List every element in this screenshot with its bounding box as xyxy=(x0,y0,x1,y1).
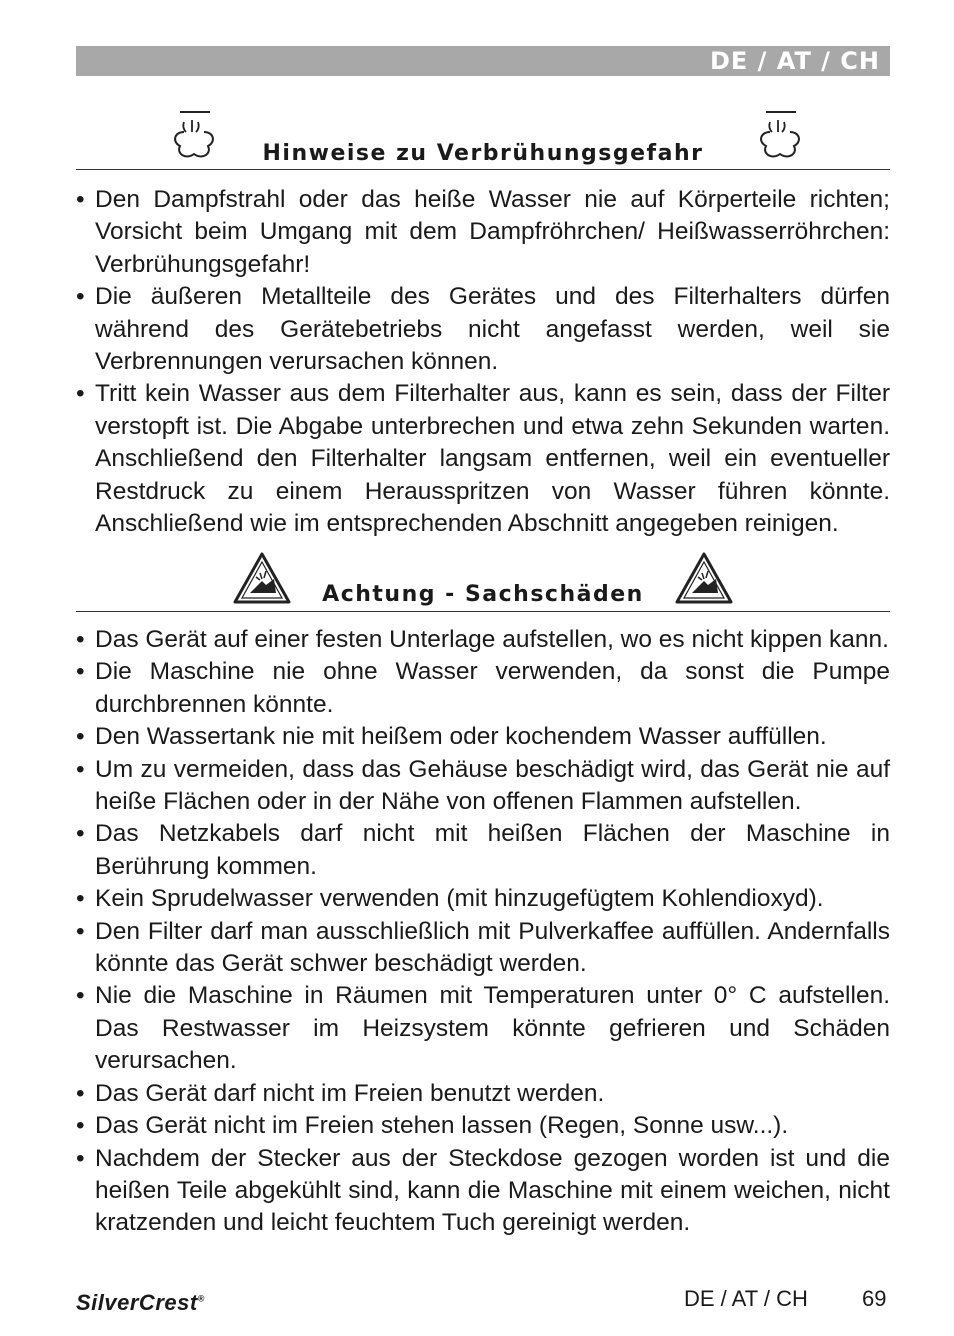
section-divider xyxy=(76,169,890,170)
brand-logo xyxy=(76,1290,205,1316)
registered-mark: ® xyxy=(197,1293,205,1304)
list-item: • Um zu vermeiden, dass das Gehäuse beschädigt wird, das Gerät nie auf heiße Flächen oder in der Nähe von offenen Flammen aufstellen. xyxy=(76,754,890,819)
section-title-property-damage: Achtung - Sachschäden xyxy=(322,582,644,607)
list-item: • Das Gerät darf nicht im Freien benutzt werden. xyxy=(76,1078,890,1110)
list-item: • Den Filter darf man ausschließlich mit Pulverkaffee auffüllen. Andernfalls könnte das Gerät schwer beschädigt werden. xyxy=(76,916,890,981)
list-item: • Die Maschine nie ohne Wasser verwenden, da sonst die Pumpe durchbrennen könnte. xyxy=(76,656,890,721)
list-item: • Tritt kein Wasser aus dem Filterhalter aus, kann es sein, dass der Filter verstopft ist. Die Abgabe unterbrechen und etwa zehn Sekunden warten. Anschließend den Filterhalter langsam entfernen, weil ein eventueller Restdruck zu einem Herausspritzen von Wasser führen könnte. Anschließend wie im entsprechenden Abschnitt angegeben reinigen. xyxy=(76,378,890,540)
header-bar xyxy=(76,46,890,76)
section-divider xyxy=(76,611,890,612)
list-item: • Das Gerät auf einer festen Unterlage aufstellen, wo es nicht kippen kann. xyxy=(76,624,890,656)
scald-hazard-list xyxy=(76,184,890,540)
warning-triangle-icon xyxy=(674,551,734,605)
list-item: • Kein Sprudelwasser verwenden (mit hinzugefügtem Kohlendioxyd). xyxy=(76,883,890,915)
list-item: • Den Wassertank nie mit heißem oder kochendem Wasser auffüllen. xyxy=(76,721,890,753)
steam-hazard-icon xyxy=(756,110,806,162)
header-language: DE / AT / CH xyxy=(709,47,880,75)
footer-language: DE / AT / CH xyxy=(684,1286,808,1311)
list-item: • Das Netzkabels darf nicht mit heißen Flächen der Maschine in Berührung kommen. xyxy=(76,818,890,883)
section-title-scald-hazard: Hinweise zu Verbrühungsgefahr xyxy=(262,141,704,166)
list-item: • Nie die Maschine in Räumen mit Temperaturen unter 0° C aufstellen. Das Restwasser im Heizsystem könnte gefrieren und Schäden verursachen. xyxy=(76,980,890,1077)
property-damage-list xyxy=(76,624,890,1240)
page-number: 69 xyxy=(862,1286,887,1311)
list-item: • Den Dampfstrahl oder das heiße Wasser nie auf Körperteile richten; Vorsicht beim Umgang mit dem Dampfröhrchen/ Heißwasserröhrchen: Verbrühungsgefahr! xyxy=(76,184,890,281)
list-item: • Nachdem der Stecker aus der Steckdose gezogen worden ist und die heißen Teile abgekühlt sind, kann die Maschine mit einem weichen, nicht kratzenden und leicht feuchtem Tuch gereinigt werden. xyxy=(76,1143,890,1240)
list-item: • Das Gerät nicht im Freien stehen lassen (Regen, Sonne usw...). xyxy=(76,1110,890,1142)
list-item: • Die äußeren Metallteile des Gerätes und des Filterhalters dürfen während des Gerätebetriebs nicht angefasst werden, weil sie Verbrennungen verursachen können. xyxy=(76,281,890,378)
brand-name: SilverCrest xyxy=(76,1290,198,1315)
